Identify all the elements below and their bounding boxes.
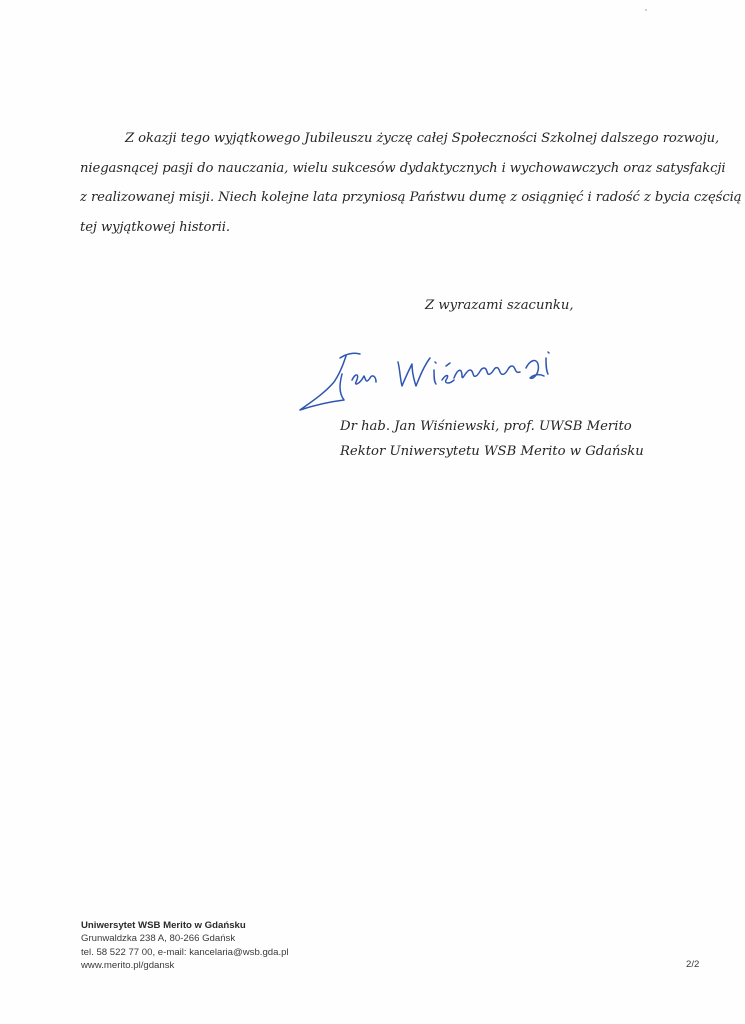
body-line-4: tej wyjątkowej historii. bbox=[80, 219, 230, 235]
signer-title: Rektor Uniwersytetu WSB Merito w Gdańsku bbox=[340, 444, 644, 459]
signer-block bbox=[340, 414, 644, 464]
footer bbox=[81, 919, 289, 973]
body-line-1: Z okazji tego wyjątkowego Jubileuszu życzę całej Społeczności Szkolnej dalszego rozwoju, bbox=[125, 131, 720, 146]
closing-salutation: Z wyrazami szacunku, bbox=[425, 298, 574, 313]
body-line-3: z realizowanej misji. Niech kolejne lata przyniosą Państwu dumę z osiągnięć i radość z bycia częścią bbox=[80, 190, 742, 205]
footer-website: www.merito.pl/gdansk bbox=[81, 960, 175, 972]
footer-address: Grunwaldzka 238 A, 80-266 Gdańsk bbox=[81, 933, 236, 945]
body-line-2: niegasnącej pasji do nauczania, wielu sukcesów dydaktycznych i wychowawczych oraz satysfakcji bbox=[80, 160, 726, 176]
letter-body bbox=[80, 124, 742, 242]
signer-name: Dr hab. Jan Wiśniewski, prof. UWSB Merito bbox=[340, 419, 632, 434]
page-number: 2/2 bbox=[686, 959, 700, 970]
scan-speck bbox=[645, 9, 647, 11]
footer-organization: Uniwersytet WSB Merito w Gdańsku bbox=[81, 920, 246, 931]
footer-contact: tel. 58 522 77 00, e-mail: kancelaria@wsb.gda.pl bbox=[81, 946, 289, 958]
